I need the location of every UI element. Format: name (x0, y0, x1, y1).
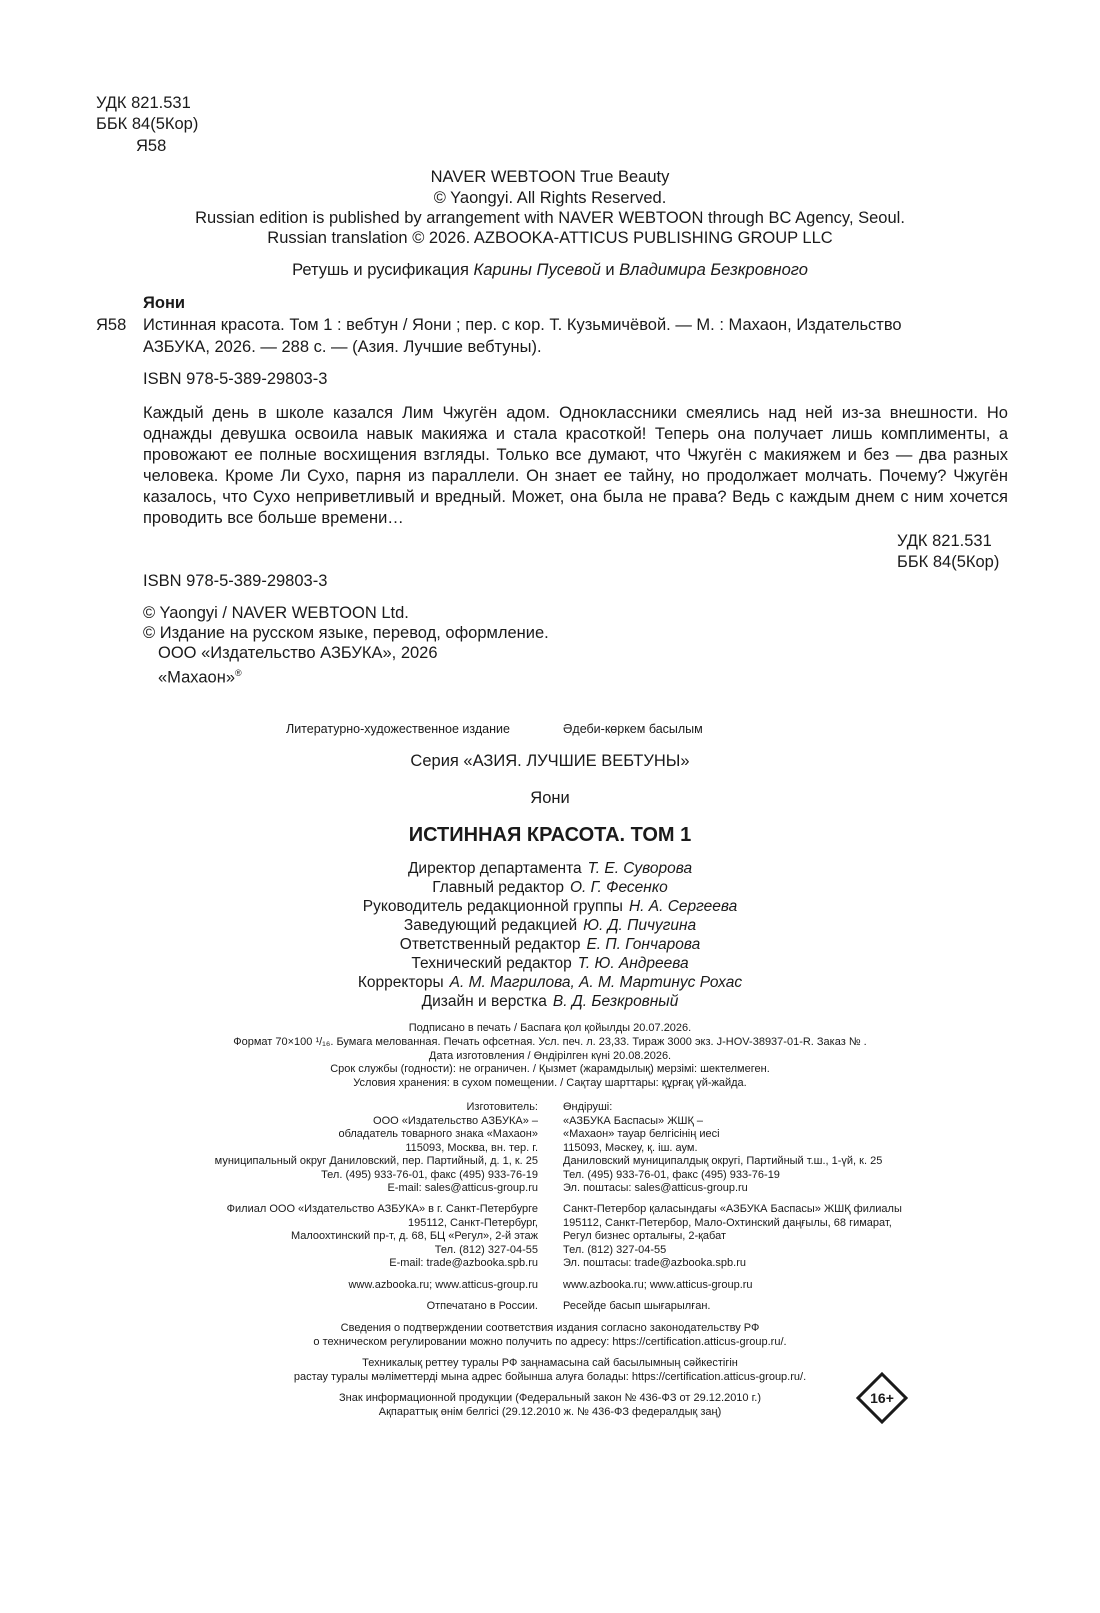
license-line: Russian translation © 2026. AZBOOKA-ATTICUS PUBLISHING GROUP LLC (267, 229, 833, 247)
maker-ru-line: обладатель товарного знака «Махаон» (338, 1128, 538, 1140)
license-line: Russian edition is published by arrangement with NAVER WEBTOON through BC Agency, Seoul. (195, 209, 905, 227)
staff-line (0, 935, 1100, 954)
maker-ru-line: Изготовитель: (466, 1101, 538, 1113)
edition-type-kz: Әдеби-көркем басылым (563, 722, 703, 736)
copyright-line: © Издание на русском языке, перевод, оформление. (143, 624, 549, 642)
biblio-line-2: АЗБУКА, 2026. — 288 с. — (Азия. Лучшие вебтуны). (143, 338, 542, 356)
staff-line (0, 954, 1100, 973)
maker-ru-line: E-mail: sales@atticus-group.ru (387, 1182, 538, 1194)
printed-ru (150, 1300, 538, 1314)
maker-ru-line: муниципальный округ Даниловский, пер. Партийный, д. 1, к. 25 (214, 1155, 538, 1167)
maker-kz-line: 115093, Мәскеу, қ. іш. аум. (563, 1141, 698, 1154)
retouch-and: и (600, 261, 620, 279)
tech-line: Подписано в печать / Баспаға қол қойылды 20.07.2026. (408, 1022, 692, 1034)
website-kz-text[interactable]: www.azbooka.ru; www.atticus-group.ru (563, 1279, 753, 1291)
branch-kz-line: Регул бизнес орталығы, 2-қабат (563, 1230, 727, 1242)
maker-kz-line: Тел. (495) 933-76-01, факс (495) 933-76-19 (563, 1168, 780, 1181)
copyright-line (158, 663, 242, 689)
printed-kz (563, 1300, 963, 1314)
staff-line (0, 878, 1100, 897)
branch-kz (563, 1203, 963, 1271)
retouch-credit (0, 260, 1100, 281)
cert-ru-line: Сведения о подтверждении соответствия издания согласно законодательству РФ (340, 1322, 760, 1334)
biblio-mark: Я58 (96, 316, 127, 334)
maker-ru-line: ООО «Издательство АЗБУКА» – (373, 1114, 538, 1127)
staff-name: Ю. Д. Пичугина (583, 917, 697, 934)
branch-kz-line: 195112, Санкт-Петербор, Мало-Охтинский даңғылы, 68 гимарат, (563, 1216, 892, 1229)
staff-name: О. Г. Фесенко (570, 879, 668, 896)
staff-role: Дизайн и верстка (421, 993, 547, 1010)
cert-kz-line: растау туралы мәліметтерді мына адрес бойынша алуға болады: https://certification.atticus-group.ru/. (293, 1371, 807, 1383)
isbn-2: ISBN 978-5-389-29803-3 (143, 572, 328, 590)
staff-line (0, 992, 1100, 1011)
bbk-bottom: ББК 84(5Кор) (897, 553, 1000, 571)
staff-name: Т. Ю. Андреева (577, 955, 689, 972)
trademark-mark: ® (235, 668, 242, 678)
biblio-line-1: Истинная красота. Том 1 : вебтун / Яони ; пер. с кор. Т. Кузьмичёвой. — М. : Махаон, Издательство (143, 316, 902, 334)
staff-line (0, 973, 1100, 992)
tech-line: Дата изготовления / Өндірілген күні 20.08.2026. (428, 1050, 672, 1062)
maker-kz-line: Өндіруші: (563, 1101, 613, 1113)
staff-role: Директор департамента (407, 860, 582, 877)
staff-line (0, 916, 1100, 935)
maker-kz-line: «Махаон» тауар белгісінің иесі (563, 1128, 720, 1140)
tech-line: Условия хранения: в сухом помещении. / Сақтау шарттары: құрғақ үй-жайда. (353, 1077, 747, 1089)
book-title: ИСТИННАЯ КРАСОТА. ТОМ 1 (408, 824, 692, 846)
branch-ru-line: Филиал ООО «Издательство АЗБУКА» в г. Санкт-Петербурге (226, 1203, 538, 1215)
udk-top: УДК 821.531 (96, 94, 191, 112)
staff-role: Заведующий редакцией (403, 917, 578, 934)
branch-kz-line: Эл. поштасы: trade@azbooka.spb.ru (563, 1257, 746, 1269)
license-line: © Yaongyi. All Rights Reserved. (433, 189, 667, 207)
maker-kz-line: Даниловский муниципалдық округі, Партийный т.ш., 1-үй, к. 25 (563, 1155, 883, 1167)
staff-role: Руководитель редакционной группы (362, 898, 623, 915)
udk-bottom: УДК 821.531 (897, 532, 992, 550)
author-mark-top: Я58 (136, 137, 167, 155)
annotation: Каждый день в школе казался Лим Чжугён адом. Одноклассники смеялись над ней из-за внешности. Но однажды девушка освоила навык макияжа и стала красоткой! Теперь она получает лишь комплименты, а провожают ее полные восхищения взгляды. Только все думают, что Чжугён с макияжем и без — два разных человека. Кроме Ли Сухо, парня из параллели. Он знает ее тайну, но продолжает молчать. Почему? Чжугён казалось, что Сухо неприветливый и вредный. Может, она была не права? Ведь с каждым днем с ним хочется проводить все больше времени… (143, 404, 1008, 527)
copyright-line: © Yaongyi / NAVER WEBTOON Ltd. (143, 604, 409, 622)
copyright-line: ООО «Издательство АЗБУКА», 2026 (158, 644, 438, 662)
branch-kz-line: Тел. (812) 327-04-55 (563, 1243, 667, 1256)
cert-ru-line: о техническом регулировании можно получить по адресу: https://certification.atticus-group.ru/. (313, 1336, 787, 1348)
series-title: Серия «АЗИЯ. ЛУЧШИЕ ВЕБТУНЫ» (410, 752, 690, 770)
staff-name: А. М. Магрилова, А. М. Мартинус Рохас (449, 974, 743, 991)
branch-ru (150, 1203, 538, 1271)
staff-role: Главный редактор (432, 879, 564, 896)
brand-name: «Махаон» (158, 668, 235, 687)
branch-kz-line: Санкт-Петербор қаласындағы «АЗБУКА Баспасы» ЖШҚ филиалы (563, 1203, 902, 1215)
retouch-name-1: Карины Пусевой (473, 261, 601, 279)
website-ru[interactable] (150, 1279, 538, 1293)
tech-line: Срок службы (годности): не ограничен. / Қызмет (жарамдылық) мерзімі: шектелмеген. (330, 1063, 770, 1075)
info-sign-line: Знак информационной продукции (Федеральный закон № 436-ФЗ от 29.12.2010 г.) (338, 1392, 761, 1404)
staff-name: Н. А. Сергеева (628, 898, 738, 915)
maker-ru (150, 1101, 538, 1196)
cert-kz-line: Техникалық реттеу туралы РФ заңнамасына сай басылымның сәйкестігін (362, 1357, 738, 1369)
maker-kz (563, 1101, 963, 1196)
bbk-top: ББК 84(5Кор) (96, 115, 199, 133)
staff-name: В. Д. Безкровный (552, 993, 679, 1010)
branch-ru-line: E-mail: trade@azbooka.spb.ru (389, 1257, 538, 1269)
staff-name: Т. Е. Суворова (587, 860, 693, 877)
branch-ru-line: 195112, Санкт-Петербург, (408, 1216, 538, 1229)
website-ru-text[interactable]: www.azbooka.ru; www.atticus-group.ru (348, 1279, 538, 1291)
author-heading: Яони (143, 294, 186, 312)
maker-kz-line: Эл. поштасы: sales@atticus-group.ru (563, 1182, 748, 1194)
branch-ru-line: Малоохтинский пр-т, д. 68, БЦ «Регул», 2-й этаж (290, 1230, 538, 1242)
retouch-prefix: Ретушь и русификация (292, 261, 474, 279)
isbn-1: ISBN 978-5-389-29803-3 (143, 370, 328, 388)
maker-kz-line: «АЗБУКА Баспасы» ЖШҚ – (563, 1114, 704, 1127)
staff-role: Ответственный редактор (399, 936, 581, 953)
maker-ru-line: Тел. (495) 933-76-01, факс (495) 933-76-19 (321, 1168, 538, 1181)
staff-line (0, 859, 1100, 878)
tech-line: Формат 70×100 ¹/₁₆. Бумага мелованная. Печать офсетная. Усл. печ. л. 23,33. Тираж 3000 экз. J-HOV-38937-01-R. Заказ № . (233, 1036, 867, 1048)
author-center: Яони (530, 789, 570, 807)
staff-line (0, 897, 1100, 916)
info-sign-line: Ақпараттық өнім белгісі (29.12.2010 ж. № 436-ФЗ федералдық заң) (378, 1406, 722, 1418)
retouch-name-2: Владимира Безкровного (619, 261, 808, 279)
branch-ru-line: Тел. (812) 327-04-55 (434, 1243, 538, 1256)
license-line: NAVER WEBTOON True Beauty (430, 168, 670, 186)
staff-role: Технический редактор (411, 955, 572, 972)
age-rating-badge (856, 1372, 908, 1424)
staff-role: Корректоры (357, 974, 444, 991)
age-rating-text: 16+ (870, 1390, 894, 1406)
website-kz[interactable] (563, 1279, 963, 1293)
maker-ru-line: 115093, Москва, вн. тер. г. (405, 1141, 538, 1154)
edition-type-ru: Литературно-художественное издание (286, 722, 510, 736)
staff-name: Е. П. Гончарова (586, 936, 701, 953)
printed-ru-text: Отпечатано в России. (426, 1300, 538, 1312)
printed-kz-text: Ресейде басып шығарылған. (563, 1300, 711, 1312)
